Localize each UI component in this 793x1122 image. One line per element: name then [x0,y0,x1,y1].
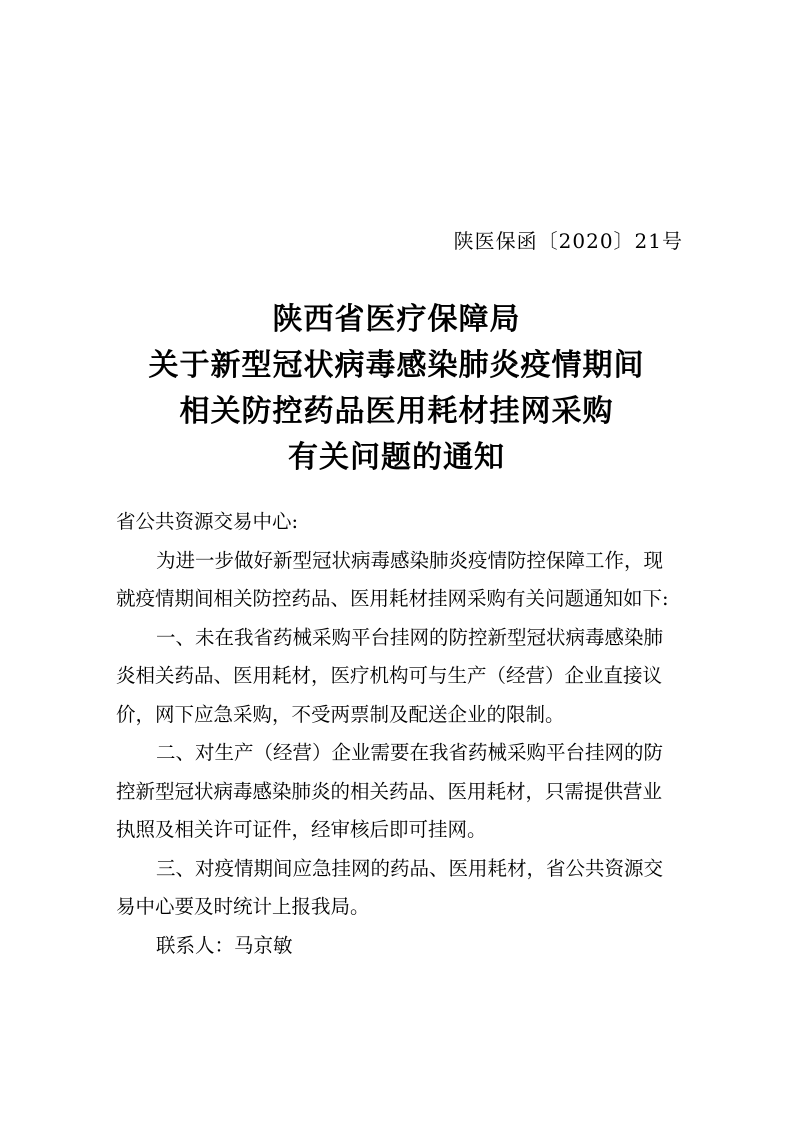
title-line-3: 相关防控药品医用耗材挂网采购 [179,394,614,429]
paragraph-line: 一、未在我省药械采购平台挂网的防控新型冠状病毒感染肺 [156,625,664,649]
paragraph-line: 炎相关药品、医用耗材，医疗机构可与生产（经营）企业直接议 [116,664,663,687]
paragraph-line: 为进一步做好新型冠状病毒感染肺炎疫情防控保障工作，现 [156,548,664,572]
paragraph-item-1 [116,619,688,735]
paragraph-item-3 [116,850,688,927]
contact-person: 联系人：马京敏 [156,933,293,957]
paragraph-line: 就疫情期间相关防控药品、医用耗材挂网采购有关问题通知如下: [116,587,669,610]
paragraph-line: 执照及相关许可证件，经审核后即可挂网。 [116,818,487,841]
paragraph-line: 易中心要及时统计上报我局。 [116,895,370,918]
paragraph-line: 三、对疫情期间应急挂网的药品、医用耗材，省公共资源交 [156,856,664,880]
title-line-2: 关于新型冠状病毒感染肺炎疫情期间 [148,348,645,383]
document-title [0,297,793,481]
paragraph-item-2 [116,734,688,850]
document-number: 陕医保函〔2020〕21号 [453,229,683,253]
paragraph-line: 价，网下应急采购，不受两票制及配送企业的限制。 [116,702,565,726]
title-line-1: 陕西省医疗保障局 [272,302,521,337]
document-body [116,503,688,965]
paragraph-line: 控新型冠状病毒感染肺炎的相关药品、医用耗材，只需提供营业 [116,779,663,803]
paragraph-line: 二、对生产（经营）企业需要在我省药械采购平台挂网的防 [156,741,664,764]
title-line-4: 有关问题的通知 [288,440,505,475]
salutation: 省公共资源交易中心: [116,510,299,533]
contact-line [116,927,688,966]
paragraph-intro [116,542,688,619]
